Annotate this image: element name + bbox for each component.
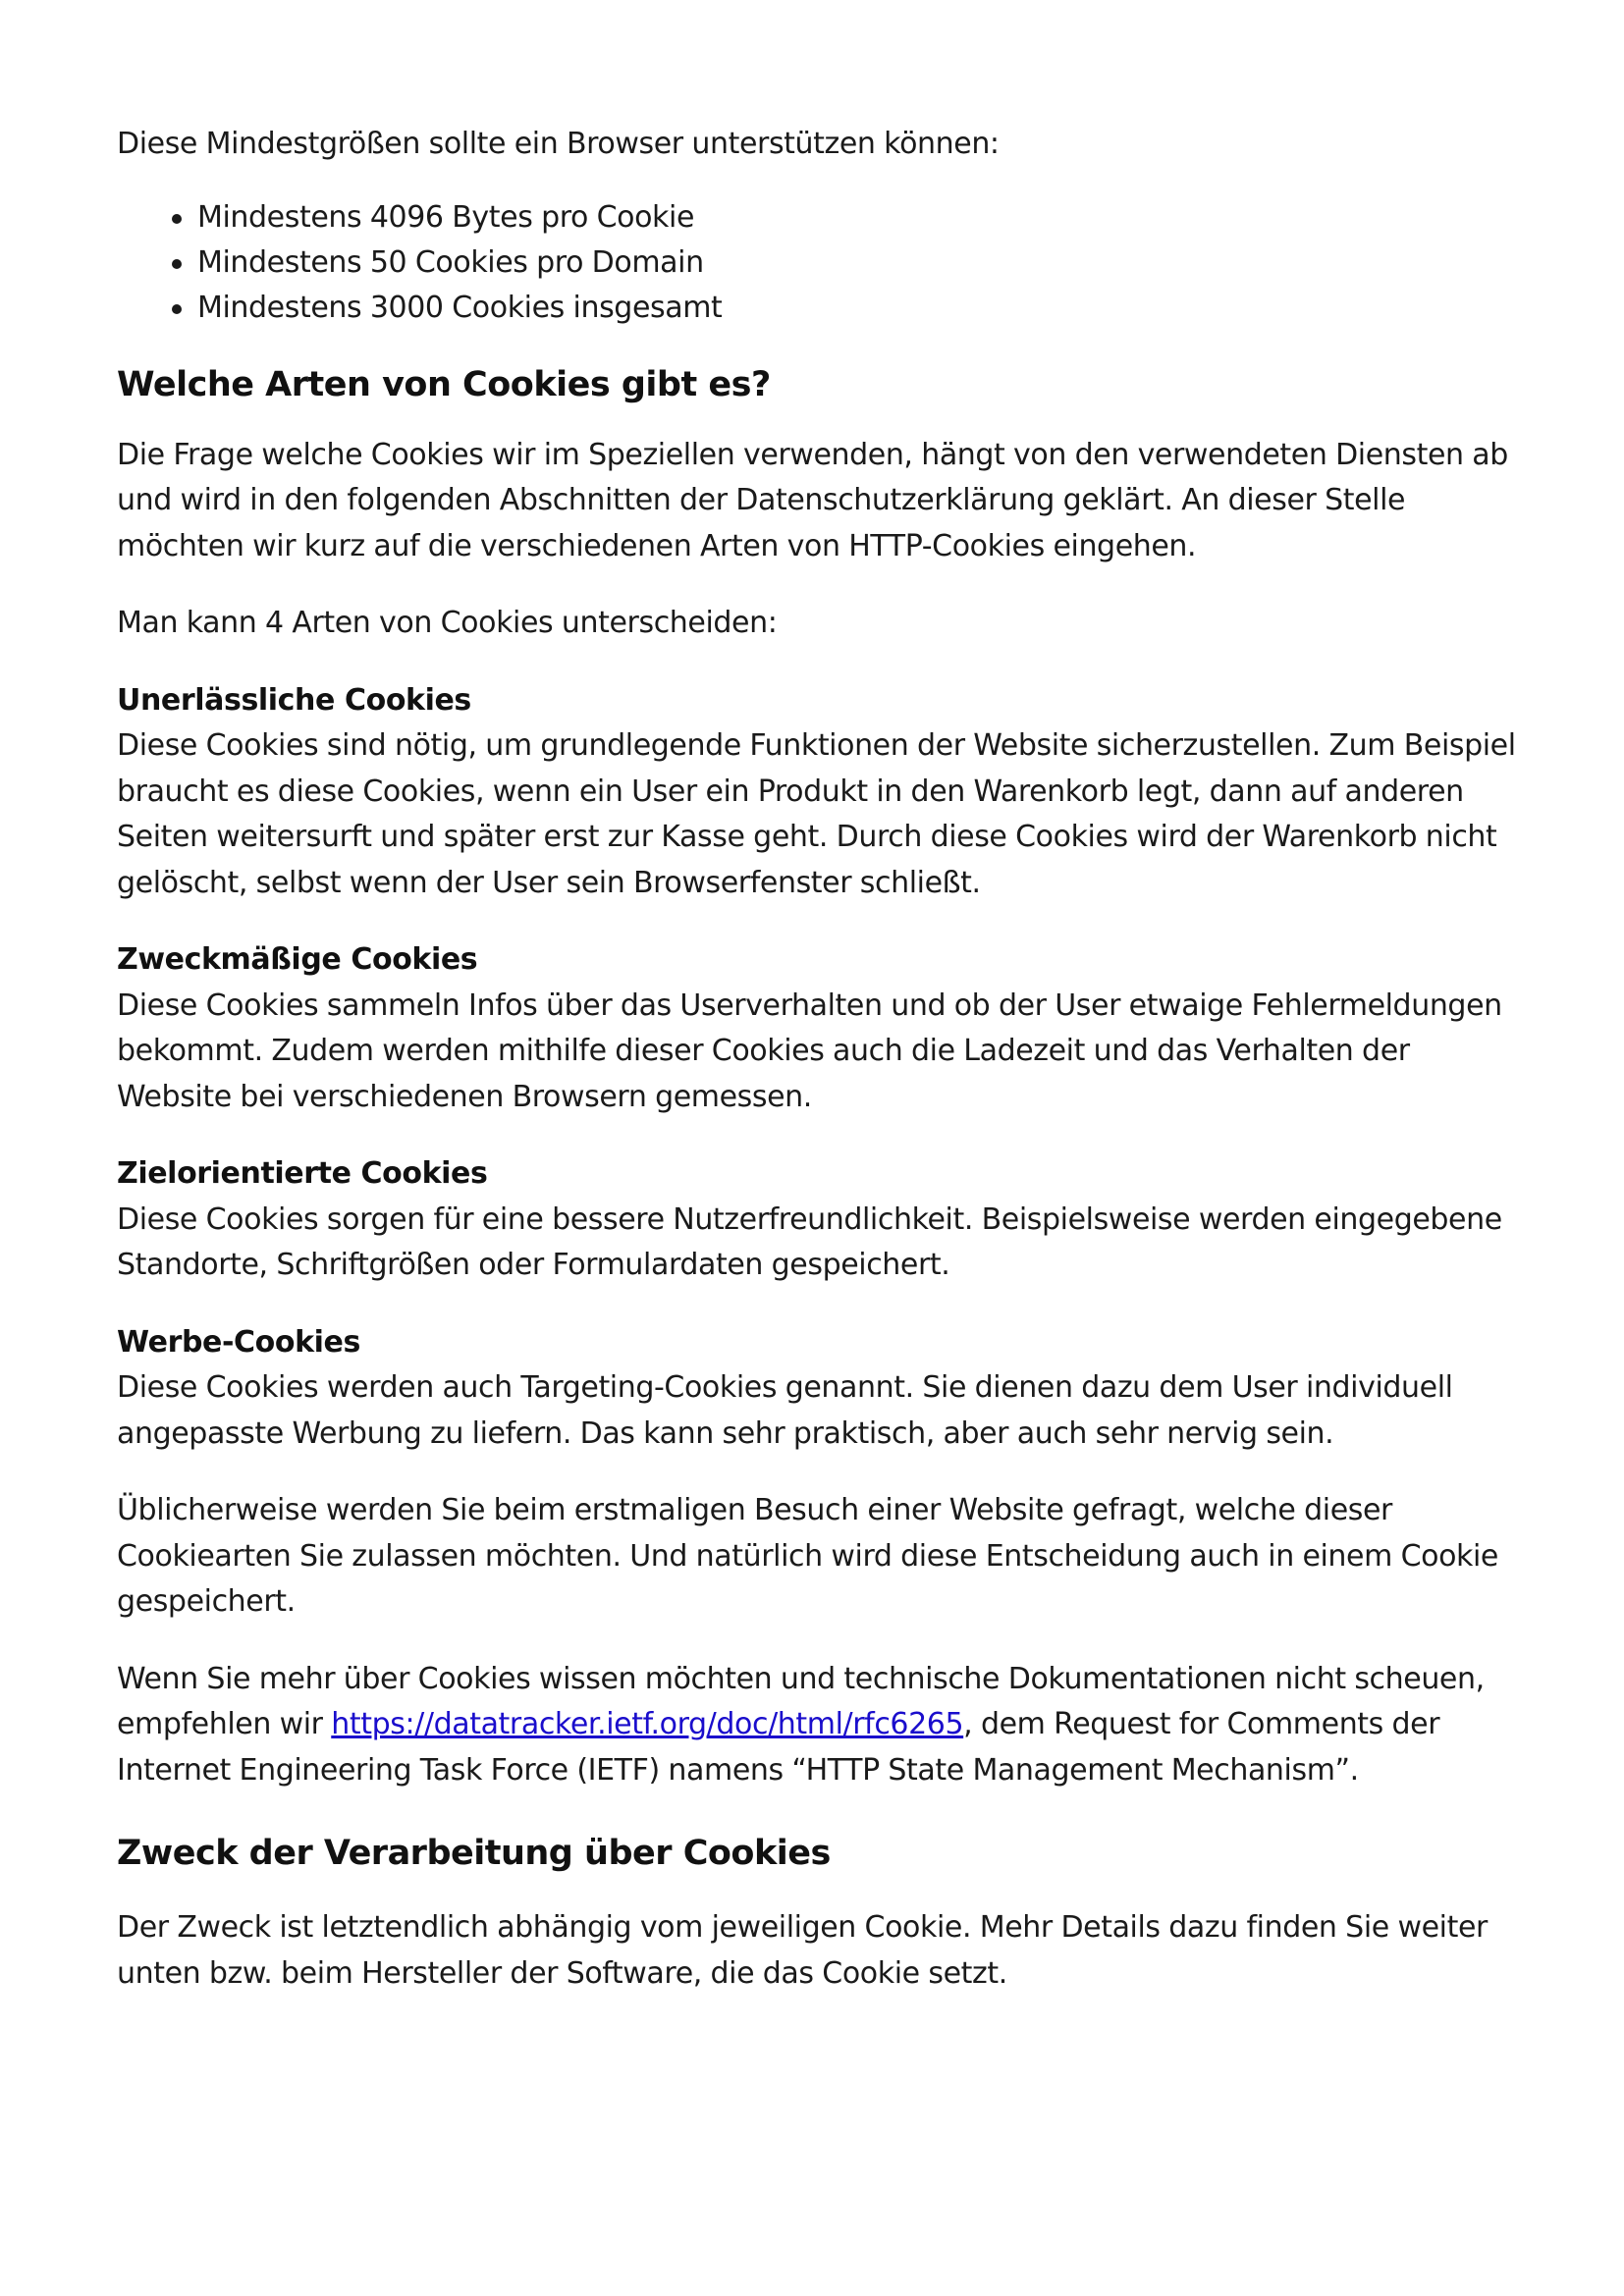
bullet-icon	[172, 259, 182, 269]
bullet-icon	[172, 304, 182, 314]
cookie-type-title: Zielorientierte Cookies	[117, 1156, 488, 1191]
paragraph: Der Zweck ist letztendlich abhängig vom jeweiligen Cookie. Mehr Details dazu finden Sie weiter unten bzw. beim Hersteller der Software, die das Cookie setzt.	[117, 1910, 1488, 1991]
cookie-type-block	[117, 937, 1531, 1120]
list-item-text: Mindestens 4096 Bytes pro Cookie	[197, 199, 694, 235]
limits-list	[117, 195, 1531, 331]
cookie-type-block	[117, 678, 1531, 907]
paragraph-with-link	[117, 1657, 1531, 1794]
cookie-type-block	[117, 1151, 1531, 1289]
cookie-type-block	[117, 1320, 1531, 1458]
cookie-type-title: Zweckmäßige Cookies	[117, 942, 478, 977]
rfc6265-link[interactable]: https://datatracker.ietf.org/doc/html/rfc6265	[331, 1707, 964, 1741]
cookie-type-text: Diese Cookies sammeln Infos über das Userverhalten und ob der User etwaige Fehlermeldungen bekommt. Zudem werden mithilfe dieser Cookies auch die Ladezeit und das Verhalten der Website bei verschiedenen Browsern gemessen.	[117, 988, 1502, 1114]
intro-text: Diese Mindestgrößen sollte ein Browser unterstützen können:	[117, 127, 1000, 161]
cookie-type-text: Diese Cookies sorgen für eine bessere Nutzerfreundlichkeit. Beispielsweise werden eingegebene Standorte, Schriftgrößen oder Formulardaten gespeichert.	[117, 1201, 1502, 1282]
paragraph: Die Frage welche Cookies wir im Speziellen verwenden, hängt von den verwendeten Diensten ab und wird in den folgenden Abschnitten der Datenschutzerklärung geklärt. An dieser Stelle möchten wir kurz auf die verschiedenen Arten von HTTP-Cookies eingehen.	[117, 437, 1508, 563]
cookie-type-title: Unerlässliche Cookies	[117, 682, 471, 718]
document-page	[117, 122, 1531, 1997]
list-item	[168, 195, 1531, 240]
paragraph-text: , dem Request for Comments der Internet Engineering Task Force (IETF) namens “HTTP State Management Mechanism”.	[117, 1707, 1440, 1788]
paragraph-text: Wenn Sie mehr über Cookies wissen möchten und technische Dokumentationen nicht scheuen, empfehlen wir	[117, 1661, 1485, 1741]
cookie-type-text: Diese Cookies sind nötig, um grundlegende Funktionen der Website sicherzustellen. Zum Beispiel braucht es diese Cookies, wenn ein User ein Produkt in den Warenkorb legt, dann auf anderen Seiten weitersurft und später erst zur Kasse geht. Durch diese Cookies wird der Warenkorb nicht gelöscht, selbst wenn der User sein Browserfenster schließt.	[117, 728, 1516, 900]
list-item	[168, 286, 1531, 331]
section-heading-cookie-types: Welche Arten von Cookies gibt es?	[117, 364, 771, 404]
list-item-text: Mindestens 50 Cookies pro Domain	[197, 244, 704, 280]
section-heading-cookie-purpose: Zweck der Verarbeitung über Cookies	[117, 1834, 831, 1873]
cookie-type-title: Werbe-Cookies	[117, 1324, 360, 1360]
bullet-icon	[172, 214, 182, 224]
list-item-text: Mindestens 3000 Cookies insgesamt	[197, 290, 723, 325]
list-item	[168, 240, 1531, 286]
paragraph: Man kann 4 Arten von Cookies unterscheiden:	[117, 606, 778, 640]
paragraph: Üblicherweise werden Sie beim erstmaligen Besuch einer Website gefragt, welche dieser Cookiearten Sie zulassen möchten. Und natürlich wird diese Entscheidung auch in einem Cookie gespeichert.	[117, 1493, 1498, 1619]
cookie-type-text: Diese Cookies werden auch Targeting-Cookies genannt. Sie dienen dazu dem User individuell angepasste Werbung zu liefern. Das kann sehr praktisch, aber auch sehr nervig sein.	[117, 1370, 1453, 1451]
